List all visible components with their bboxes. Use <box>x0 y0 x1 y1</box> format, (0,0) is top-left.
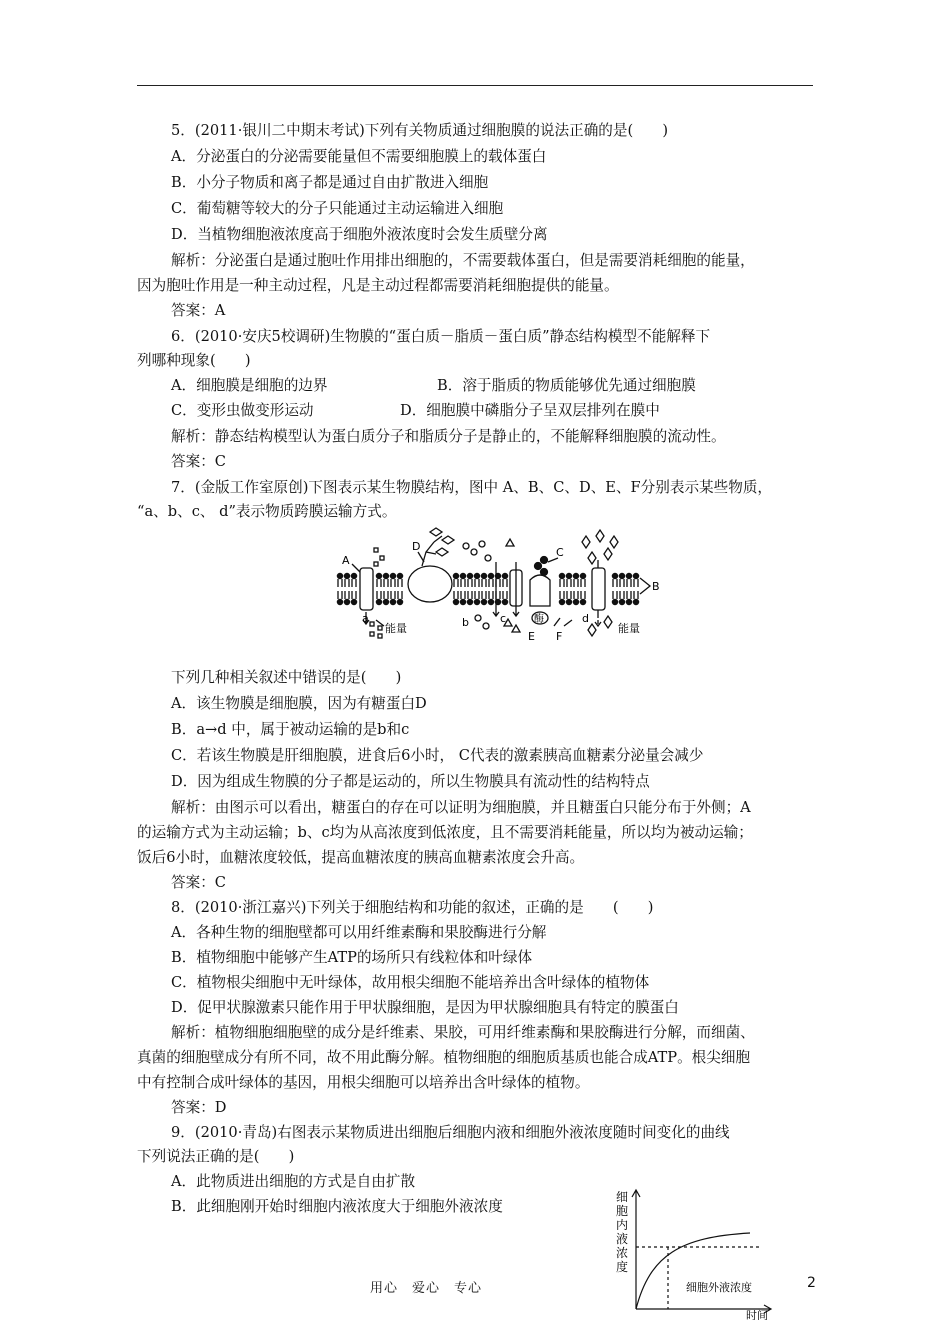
label-b-upper: B <box>652 580 660 593</box>
q6-option-c: C．变形虫做变形运动 <box>171 402 314 419</box>
label-enzyme: 酶 <box>534 614 544 625</box>
q5-stem: 5．(2011·银川二中期末考试)下列有关物质通过细胞膜的说法正确的是( ) <box>171 122 669 139</box>
q5-analysis-line1: 解析：分泌蛋白是通过胞吐作用排出细胞的，不需要载体蛋白，但是需要消耗细胞的能量， <box>171 252 755 269</box>
label-e-lower: E <box>528 630 535 642</box>
concentration-curve-figure <box>600 1185 785 1320</box>
q7-stem-line1: 7．(金版工作室原创)下图表示某生物膜结构，图中 A、B、C、D、E、F分别表示某些物质， <box>171 479 773 496</box>
q8-answer: 答案：D <box>171 1099 227 1116</box>
q9-stem-line2: 下列说法正确的是( ) <box>137 1148 295 1165</box>
q7-prompt: 下列几种相关叙述中错误的是( ) <box>171 669 402 686</box>
q5-option-a: A．分泌蛋白的分泌需要能量但不需要细胞膜上的载体蛋白 <box>171 148 547 165</box>
label-b-lower: b <box>462 616 469 629</box>
label-a-lower: a <box>362 612 369 625</box>
q8-analysis-line1: 解析：植物细胞细胞壁的成分是纤维素、果胶，可用纤维素酶和果胶酶进行分解，而细菌、 <box>171 1024 755 1041</box>
q8-option-c: C．植物根尖细胞中无叶绿体，故用根尖细胞不能培养出含叶绿体的植物体 <box>171 974 650 991</box>
q6-option-a: A．细胞膜是细胞的边界 <box>171 377 328 394</box>
q7-option-c: C．若该生物膜是肝细胞膜，进食后6小时， C代表的激素胰高血糖素分泌量会减少 <box>171 747 704 764</box>
y-label-char-5: 浓 <box>615 1246 629 1260</box>
label-d-lower: d <box>582 612 589 625</box>
label-a-upper: A <box>342 554 350 567</box>
q6-option-b: B．溶于脂质的物质能够优先通过细胞膜 <box>437 377 696 394</box>
lipid-bilayer <box>337 573 638 604</box>
carrier-protein-d <box>592 568 605 610</box>
q9-option-a: A．此物质进出细胞的方式是自由扩散 <box>171 1173 416 1190</box>
label-energy-1: 能量 <box>385 622 407 635</box>
header-rule <box>137 85 813 86</box>
label-f-lower: F <box>556 630 563 642</box>
label-c-upper: C <box>556 546 564 559</box>
outer-fluid-label: 细胞外液浓度 <box>686 1281 752 1294</box>
q7-option-a: A．该生物膜是细胞膜，因为有糖蛋白D <box>171 695 427 712</box>
q8-analysis-line2: 真菌的细胞壁成分有所不同，故不用此酶分解。植物细胞的细胞质基质也能合成ATP。根尖细胞 <box>137 1049 751 1066</box>
q7-analysis-line2: 的运输方式为主动运输；b、c均为从高浓度到低浓度，且不需要消耗能量，所以均为被动运输； <box>137 824 753 841</box>
q6-option-d: D．细胞膜中磷脂分子呈双层排列在膜中 <box>400 402 660 419</box>
q8-analysis-line3: 中有控制合成叶绿体的基因，用根尖细胞可以培养出含叶绿体的植物。 <box>137 1074 590 1091</box>
q5-option-d: D．当植物细胞液浓度高于细胞外液浓度时会发生质壁分离 <box>171 226 548 243</box>
q7-analysis-line3: 饭后6小时，血糖浓度较低，提高血糖浓度的胰高血糖素浓度会升高。 <box>137 849 585 866</box>
y-label-char-2: 胞 <box>615 1204 629 1218</box>
q7-option-d: D．因为组成生物膜的分子都是运动的，所以生物膜具有流动性的结构特点 <box>171 773 650 790</box>
q6-answer: 答案：C <box>171 453 226 470</box>
glycoprotein-d <box>408 566 452 602</box>
q9-stem-line1: 9．(2010·青岛)右图表示某物质进出细胞后细胞内液和细胞外液浓度随时间变化的曲线 <box>171 1124 730 1141</box>
q5-option-b: B．小分子物质和离子都是通过自由扩散进入细胞 <box>171 174 489 191</box>
carrier-protein-a <box>360 568 373 610</box>
q9-option-b: B．此细胞刚开始时细胞内液浓度大于细胞外液浓度 <box>171 1198 503 1215</box>
q8-option-b: B．植物细胞中能够产生ATP的场所只有线粒体和叶绿体 <box>171 949 533 966</box>
q5-analysis-line2: 因为胞吐作用是一种主动过程，凡是主动过程都需要消耗细胞提供的能量。 <box>137 277 619 294</box>
label-energy-2: 能量 <box>618 622 640 635</box>
y-label-char-3: 内 <box>615 1218 629 1232</box>
page-footer: 用心 爱心 专心 <box>370 1281 483 1296</box>
q5-answer: 答案：A <box>171 302 226 319</box>
q6-analysis: 解析：静态结构模型认为蛋白质分子和脂质分子是静止的，不能解释细胞膜的流动性。 <box>171 428 726 445</box>
page-number: 2 <box>807 1275 816 1291</box>
inner-concentration-curve <box>636 1233 750 1309</box>
label-c-lower: c <box>500 612 507 625</box>
q8-option-a: A．各种生物的细胞壁都可以用纤维素酶和果胶酶进行分解 <box>171 924 547 941</box>
q8-option-d: D．促甲状腺激素只能作用于甲状腺细胞，是因为甲状腺细胞具有特定的膜蛋白 <box>171 999 679 1016</box>
q7-option-b: B．a→d 中，属于被动运输的是b和c <box>171 721 410 738</box>
q5-option-c: C．葡萄糖等较大的分子只能通过主动运输进入细胞 <box>171 200 504 217</box>
label-d-upper: D <box>412 540 421 553</box>
membrane-diagram <box>330 522 665 642</box>
q8-stem: 8．(2010·浙江嘉兴)下列关于细胞结构和功能的叙述，正确的是 ( ) <box>171 899 654 916</box>
q7-answer: 答案：C <box>171 874 226 891</box>
y-label-char-6: 度 <box>615 1260 629 1274</box>
q6-stem-line1: 6．(2010·安庆5校调研)生物膜的“蛋白质－脂质－蛋白质”静态结构模型不能解释下 <box>171 328 711 345</box>
q6-stem-line2: 列哪种现象( ) <box>137 352 251 369</box>
y-label-char-4: 液 <box>615 1232 629 1246</box>
x-axis-label: 时间 <box>746 1309 768 1320</box>
q7-stem-line2: “a、b、c、 d”表示物质跨膜运输方式。 <box>137 503 397 520</box>
q7-analysis-line1: 解析：由图示可以看出，糖蛋白的存在可以证明为细胞膜，并且糖蛋白只能分布于外侧；A <box>171 799 751 816</box>
y-label-char-1: 细 <box>615 1190 629 1204</box>
